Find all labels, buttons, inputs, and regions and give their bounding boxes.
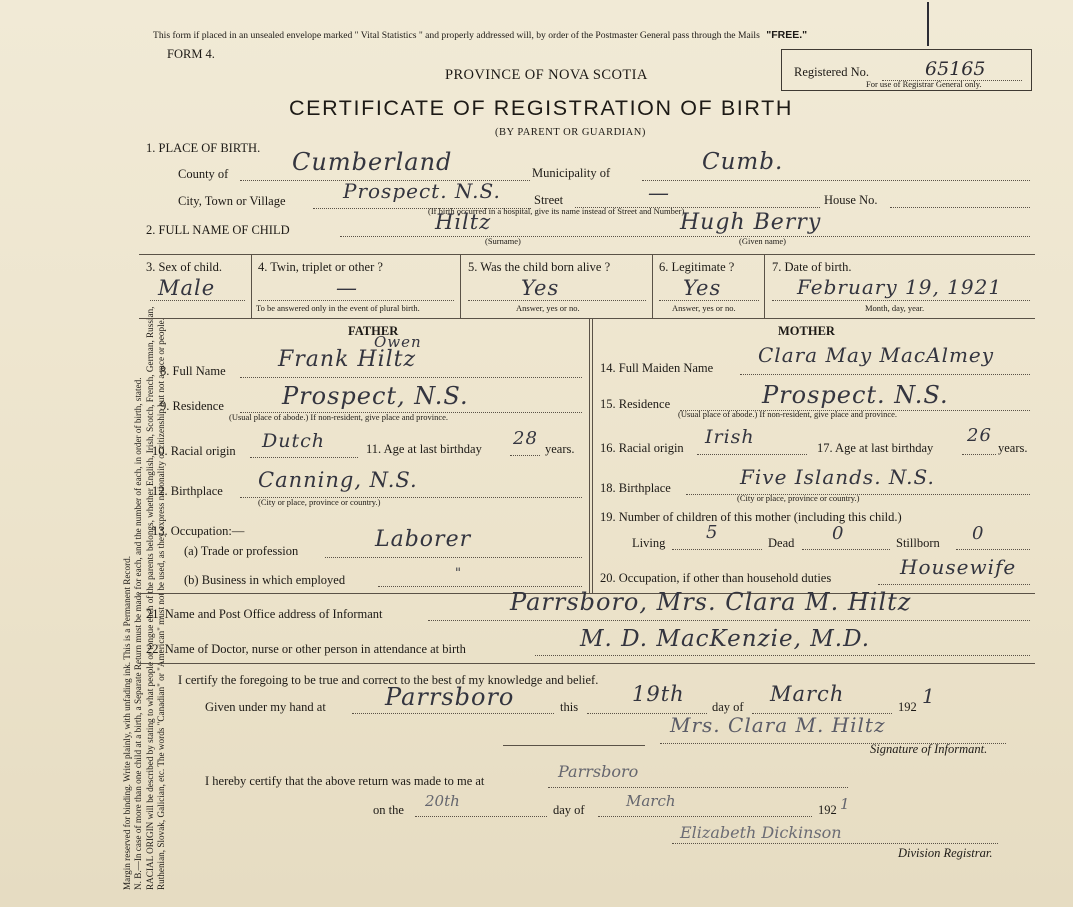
father-trade-label: (a) Trade or profession (184, 544, 299, 558)
father-birthplace-label: 12. Birthplace (152, 484, 223, 498)
mother-occupation-label: 20. Occupation, if other than household duties (600, 571, 832, 585)
informant-signature: Mrs. Clara M. Hiltz (670, 713, 886, 737)
alive-label: 5. Was the child born alive ? (468, 260, 611, 274)
municipality-value: Cumb. (702, 149, 784, 175)
this-label: this (560, 700, 579, 714)
province-title: PROVINCE OF NOVA SCOTIA (445, 67, 648, 83)
registrar-year-suffix: 1 (840, 795, 850, 813)
father-age-value: 28 (513, 428, 538, 449)
margin-line-1: Margin reserved for binding. Write plainly, with unfading ink. This is a Permanent Record. (122, 555, 132, 890)
dead-label: Dead (768, 536, 795, 550)
father-business-label: (b) Business in which employed (184, 573, 346, 587)
child-surname-value: Hiltz (435, 210, 492, 234)
postal-notice (153, 29, 807, 41)
registrar-place-value: Parrsboro (558, 762, 639, 781)
registrar-signature: Elizabeth Dickinson (680, 823, 842, 842)
street-label: Street (534, 193, 564, 207)
father-heading: FATHER (348, 324, 399, 338)
given-place-value: Parrsboro (385, 683, 515, 711)
living-value: 5 (706, 522, 719, 543)
margin-line-4: Ruthenian, Slovak, Galician, etc. The words "Canadian" or "American" must not be used, as they express nationality or citizenship but not a race or people. (156, 317, 167, 890)
place-of-birth-heading: 1. PLACE OF BIRTH. (146, 141, 261, 155)
father-birthplace-value: Canning, N.S. (258, 468, 418, 492)
child-given-name-value: Hugh Berry (680, 210, 822, 235)
given-name-note: (Given name) (739, 236, 786, 246)
mother-heading: MOTHER (778, 324, 835, 338)
page-subtitle: (BY PARENT OR GUARDIAN) (495, 127, 646, 138)
father-name-insert: Owen (374, 333, 422, 351)
mother-birthplace-note: (City or place, province or country.) (737, 493, 860, 503)
father-occupation-label: 13. Occupation:— (152, 524, 245, 538)
father-racial-label: 10. Racial origin (152, 444, 236, 458)
twin-note: To be answered only in the event of plural birth. (256, 303, 420, 313)
father-birthplace-note: (City or place, province or country.) (258, 497, 381, 507)
mother-racial-value: Irish (705, 426, 755, 448)
registrar-month-value: March (626, 792, 676, 810)
father-racial-value: Dutch (262, 430, 325, 452)
surname-note: (Surname) (485, 236, 521, 246)
legitimate-value: Yes (683, 276, 722, 300)
sex-label: 3. Sex of child. (146, 260, 223, 274)
mother-age-label: 17. Age at last birthday (817, 441, 934, 455)
pen-mark (927, 2, 929, 46)
legitimate-note: Answer, yes or no. (672, 303, 736, 313)
county-label: County of (178, 167, 229, 181)
stillborn-value: 0 (972, 523, 985, 544)
legitimate-label: 6. Legitimate ? (659, 260, 735, 274)
registrar-on-label: on the (373, 803, 404, 817)
postal-notice-text: This form if placed in an unsealed envelope marked " Vital Statistics " and properly addressed will, by order of the Postmaster General pass through the Mails (153, 30, 760, 41)
registered-note: For use of Registrar General only. (866, 79, 982, 89)
father-age-unit: years. (545, 442, 575, 456)
mother-racial-label: 16. Racial origin (600, 441, 684, 455)
informant-label: 21. Name and Post Office address of Informant (146, 607, 383, 621)
mother-residence-note: (Usual place of abode.) If non-resident, give place and province. (678, 409, 898, 419)
father-name-value: Frank Hiltz (278, 347, 417, 372)
alive-value: Yes (521, 276, 560, 300)
doctor-value: M. D. MacKenzie, M.D. (580, 626, 871, 652)
doctor-label: 22. Name of Doctor, nurse or other person in attendance at birth (146, 642, 466, 656)
father-business-value: " (455, 566, 462, 581)
municipality-label: Municipality of (532, 166, 611, 180)
registrar-year-prefix: 192 (818, 803, 837, 817)
certify-day-value: 19th (632, 682, 685, 706)
city-value: Prospect. N.S. (343, 179, 501, 203)
mother-birthplace-value: Five Islands. N.S. (740, 465, 935, 489)
page-title: CERTIFICATE OF REGISTRATION OF BIRTH (289, 96, 793, 120)
stillborn-label: Stillborn (896, 536, 940, 550)
margin-instructions (0, 0, 167, 907)
hospital-note: (If birth occurred in a hospital, give its name instead of Street and Number) (428, 206, 685, 216)
registered-value: 65165 (925, 58, 986, 80)
mother-residence-label: 15. Residence (600, 397, 671, 411)
dob-value: February 19, 1921 (797, 275, 1003, 299)
alive-note: Answer, yes or no. (516, 303, 580, 313)
twin-label: 4. Twin, triplet or other ? (258, 260, 383, 274)
father-age-label: 11. Age at last birthday (366, 442, 482, 456)
certify-day-label: day of (712, 700, 744, 714)
child-name-label: 2. FULL NAME OF CHILD (146, 223, 290, 237)
house-label: House No. (824, 193, 878, 207)
registrar-day-value: 20th (425, 792, 460, 810)
mother-occupation-value: Housewife (900, 555, 1017, 579)
mother-residence-value: Prospect. N.S. (762, 381, 949, 409)
margin-line-3: RACIAL ORIGIN will be described by stating to what people or tongue each of the parents belongs, whether English, Irish, Scotch, French, German, Russian, (144, 306, 155, 890)
dead-value: 0 (832, 523, 845, 544)
registrar-signature-label: Division Registrar. (898, 846, 993, 860)
registered-label: Registered No. (794, 65, 869, 79)
mother-children-label: 19. Number of children of this mother (including this child.) (600, 510, 902, 524)
twin-value: — (336, 276, 358, 300)
informant-value: Parrsboro, Mrs. Clara M. Hiltz (510, 588, 912, 616)
street-value: — (648, 181, 670, 205)
mother-age-unit: years. (998, 441, 1028, 455)
mother-birthplace-label: 18. Birthplace (600, 481, 671, 495)
mother-name-value: Clara May MacAlmey (758, 343, 995, 367)
registered-number-box (781, 49, 1032, 91)
living-label: Living (632, 536, 666, 550)
county-value: Cumberland (292, 148, 453, 176)
city-label: City, Town or Village (178, 194, 286, 208)
dob-note: Month, day, year. (865, 303, 925, 313)
certify-year-prefix: 192 (898, 700, 917, 714)
form-number: FORM 4. (167, 47, 215, 61)
informant-signature-label: Signature of Informant. (870, 742, 988, 756)
given-under-label: Given under my hand at (205, 700, 326, 714)
registrar-day-label: day of (553, 803, 585, 817)
father-name-label: 8. Full Name (160, 364, 226, 378)
father-trade-value: Laborer (375, 527, 472, 552)
margin-line-2: N. B.—In case of more than one child at a birth, a Separate Return must be made for each, and the number of each, in order of birth, stated. (133, 377, 144, 890)
father-residence-note: (Usual place of abode.) If non-resident, give place and province. (229, 412, 449, 422)
father-residence-value: Prospect, N.S. (282, 382, 469, 410)
certify-month-value: March (770, 682, 845, 706)
free-label: "FREE." (766, 29, 808, 41)
mother-age-value: 26 (967, 425, 992, 446)
mother-name-label: 14. Full Maiden Name (600, 361, 714, 375)
certify-statement: I certify the foregoing to be true and correct to the best of my knowledge and belief. (178, 673, 599, 687)
registrar-statement: I hereby certify that the above return was made to me at (205, 774, 485, 788)
certify-year-suffix: 1 (922, 684, 936, 708)
father-residence-label: 9. Residence (160, 399, 224, 413)
sex-value: Male (158, 276, 216, 300)
dob-label: 7. Date of birth. (772, 260, 852, 274)
